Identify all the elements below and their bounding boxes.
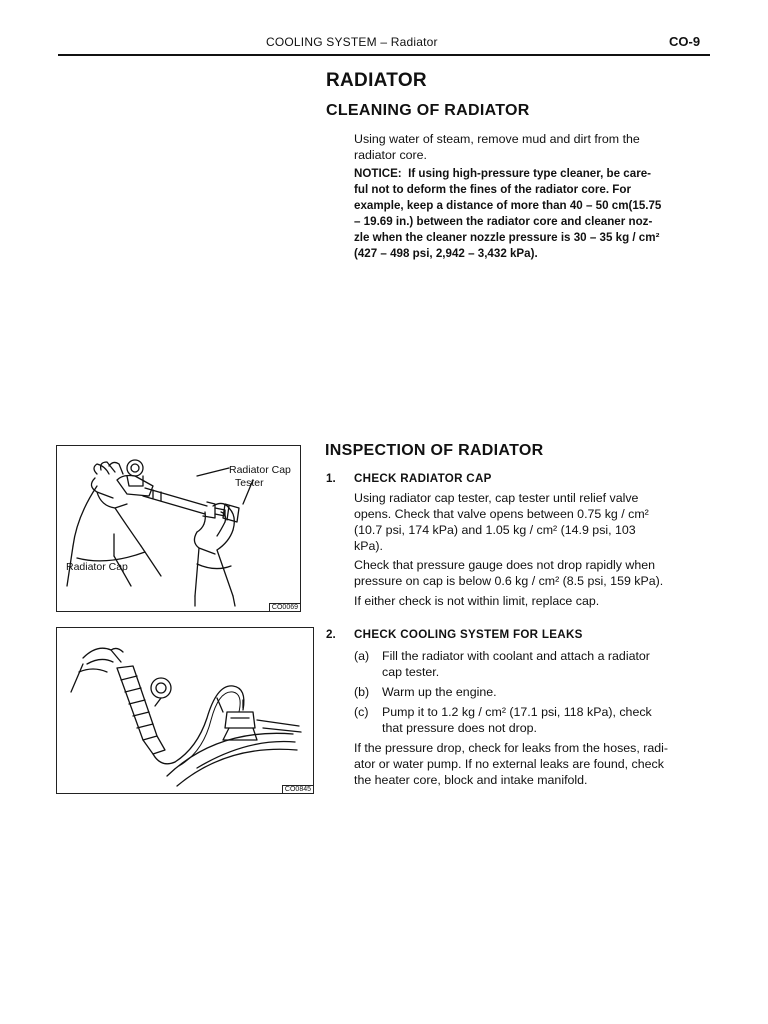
step-1-line-6: pressure on cap is below 0.6 kg / cm² (8.5 psi, 159 kPa). bbox=[354, 574, 664, 588]
cleaning-heading: CLEANING OF RADIATOR bbox=[326, 102, 530, 119]
figure-code: CO0069 bbox=[269, 603, 300, 611]
step-1-line-2: opens. Check that valve opens between 0.75 kg / cm² bbox=[354, 507, 649, 521]
cleaning-line-1: Using water of steam, remove mud and dirt from the bbox=[354, 132, 640, 146]
step-2a-label: (a) bbox=[354, 649, 370, 663]
figure-radiator-cap-test bbox=[56, 445, 301, 612]
running-header-title: COOLING SYSTEM – Radiator bbox=[266, 35, 438, 49]
figure-cooling-system-leak-test bbox=[56, 627, 314, 794]
figure-label-radiator-cap: Radiator Cap bbox=[66, 561, 128, 573]
step-2c-line-1: Pump it to 1.2 kg / cm² (17.1 psi, 118 kPa), check bbox=[382, 705, 652, 719]
step-2c-label: (c) bbox=[354, 705, 369, 719]
step-2b-label: (b) bbox=[354, 685, 370, 699]
notice-label: NOTICE: bbox=[354, 167, 402, 180]
step-2-after-line-3: the heater core, block and intake manifold. bbox=[354, 773, 588, 787]
step-2a-line-2: cap tester. bbox=[382, 665, 440, 679]
figure-label-tester-line-2: Tester bbox=[235, 477, 264, 489]
figure-label-tester-line-1: Radiator Cap bbox=[229, 464, 291, 476]
step-2-after-line-1: If the pressure drop, check for leaks from the hoses, radi- bbox=[354, 741, 669, 755]
step-1-line-7: If either check is not within limit, replace cap. bbox=[354, 594, 600, 608]
step-2b-line-1: Warm up the engine. bbox=[382, 685, 497, 699]
notice-line-5: zle when the cleaner nozzle pressure is 30 – 35 kg / cm² bbox=[354, 231, 660, 244]
notice-line-1 bbox=[354, 166, 651, 182]
figure-code: CO0845 bbox=[282, 785, 313, 793]
page-number: CO-9 bbox=[669, 34, 701, 49]
step-1-line-5: Check that pressure gauge does not drop rapidly when bbox=[354, 558, 656, 572]
step-1-line-1: Using radiator cap tester, cap tester until relief valve bbox=[354, 491, 639, 505]
step-1-title: CHECK RADIATOR CAP bbox=[354, 472, 492, 485]
leak-test-illustration bbox=[57, 628, 313, 793]
section-title: RADIATOR bbox=[326, 70, 427, 91]
notice-text-1: If using high-pressure type cleaner, be care- bbox=[408, 167, 652, 180]
step-1-line-4: kPa). bbox=[354, 539, 383, 553]
header-rule bbox=[58, 54, 710, 56]
step-2a-line-1: Fill the radiator with coolant and attach a radiator bbox=[382, 649, 650, 663]
step-2-number: 2. bbox=[326, 628, 336, 641]
step-2-after-line-2: ator or water pump. If no external leaks are found, check bbox=[354, 757, 664, 771]
inspection-heading: INSPECTION OF RADIATOR bbox=[325, 442, 544, 459]
cleaning-line-2: radiator core. bbox=[354, 148, 428, 162]
step-1-number: 1. bbox=[326, 472, 336, 485]
notice-line-4: – 19.69 in.) between the radiator core and cleaner noz- bbox=[354, 215, 653, 228]
notice-line-6: (427 – 498 psi, 2,942 – 3,432 kPa). bbox=[354, 247, 538, 260]
step-2-title: CHECK COOLING SYSTEM FOR LEAKS bbox=[354, 628, 583, 641]
step-1-line-3: (10.7 psi, 174 kPa) and 1.05 kg / cm² (14.9 psi, 103 bbox=[354, 523, 636, 537]
step-2c-line-2: that pressure does not drop. bbox=[382, 721, 537, 735]
notice-line-2: ful not to deform the fines of the radiator core. For bbox=[354, 183, 631, 196]
notice-line-3: example, keep a distance of more than 40 – 50 cm(15.75 bbox=[354, 199, 662, 212]
